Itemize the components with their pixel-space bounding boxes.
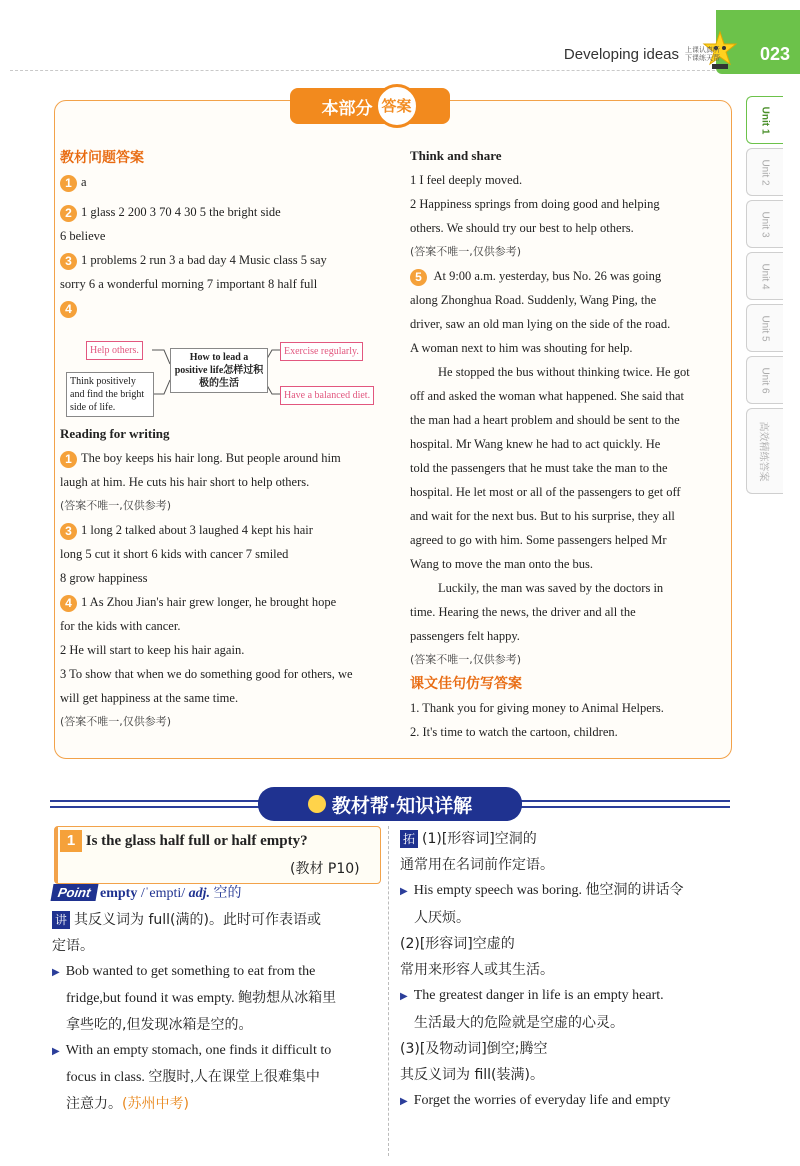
mind-map (60, 336, 390, 420)
example-2-source: (苏州中考) (122, 1096, 189, 1112)
triangle-bullet-icon: ▶ (400, 1096, 408, 1107)
answer-q5 (410, 264, 722, 288)
triangle-bullet-icon: ▶ (52, 1046, 60, 1057)
sense-1-title: (1)[形容词]空洞的 (422, 831, 537, 847)
ts-answer-2-line2: others. We should try our best to help others. (410, 221, 634, 235)
mind-map-left-bottom: Think positively and find the bright side of life. (66, 372, 154, 417)
answers-left-column (60, 146, 390, 320)
num-badge-5: 5 (410, 269, 427, 286)
sense-2-example-line1: The greatest danger in life is an empty heart. (413, 988, 664, 1003)
rw1-line1: The boy keeps his hair long. But people around him (81, 451, 341, 465)
sense-3-example (400, 1088, 730, 1115)
answer-q2-line2: 6 believe (60, 229, 106, 243)
rw1-line2: laugh at him. He cuts his hair short to help others. (60, 475, 310, 489)
side-tab-label: Unit 4 (759, 262, 771, 290)
p2-line: off and asked the woman what happened. She said that (410, 389, 684, 403)
q5-line: At 9:00 a.m. yesterday, bus No. 26 was going (433, 269, 662, 283)
example-2-line3-text: 注意力。 (66, 1096, 122, 1112)
answer-q2 (60, 200, 390, 224)
side-tab-unit-1[interactable] (746, 96, 783, 144)
knowledge-banner-text: 教材帮·知识详解 (331, 794, 473, 817)
sense-2-example-line2: 生活最大的危险就是空虚的心灵。 (414, 1015, 624, 1031)
ts-answer-2-line1: 2 Happiness springs from doing good and helping (410, 197, 660, 211)
imitation-answer-2: 2. It's time to watch the cartoon, children. (410, 725, 618, 739)
header-slogan-line2: 下课练天帮 (685, 54, 720, 62)
answers-right-column (410, 144, 722, 744)
answer-q2-line1: 1 glass 2 200 3 70 4 30 5 the bright side (81, 205, 281, 219)
p3-line: Luckily, the man was saved by the doctors in (438, 581, 664, 595)
rw4-line1: 1 As Zhou Jian's hair grew longer, he brought hope (81, 595, 337, 609)
rw-answer-4 (60, 590, 390, 614)
side-tab-label: Unit 3 (759, 210, 771, 238)
question-ref: (教材 P10) (290, 861, 360, 877)
num-badge-rw4: 4 (60, 595, 77, 612)
answer-q1-text: a (81, 175, 87, 189)
sense-1-example-line2: 人厌烦。 (414, 910, 470, 926)
mind-map-center: How to lead a positive life怎样过积极的生活 (170, 348, 268, 393)
sense-2-title: (2)[形容词]空虚的 (400, 936, 515, 952)
sense-3-example-line1: Forget the worries of everyday life and empty (413, 1093, 671, 1108)
answer-note: (答案不唯一,仅供参考) (410, 653, 522, 666)
triangle-bullet-icon: ▶ (400, 886, 408, 897)
headword: empty (100, 886, 138, 901)
q5-line: driver, saw an old man lying on the side of the road. (410, 317, 671, 331)
rw3-line3: 8 grow happiness (60, 571, 148, 585)
side-tab-label: Unit 6 (759, 366, 771, 394)
sense-1-example (400, 878, 730, 905)
rw3-line1: 1 long 2 talked about 3 laughed 4 kept his hair (81, 523, 313, 537)
knowledge-right-column (400, 826, 730, 1115)
example-1-line2: fridge,but found it was empty. 鲍勃想从冰箱里 (66, 991, 337, 1006)
sense-1-title-line (400, 826, 730, 852)
question-text: Is the glass half full or half empty? (85, 833, 308, 849)
page-number: 023 (759, 44, 790, 64)
point-line (52, 880, 380, 907)
ts-answer-1: 1 I feel deeply moved. (410, 173, 523, 187)
point-label: Point (51, 884, 98, 901)
side-tab-label: 高效精练答案 (757, 421, 769, 481)
jiang-tag-icon: 讲 (52, 911, 70, 929)
mind-map-right-top: Exercise regularly. (280, 342, 363, 361)
p3-line: passengers felt happy. (410, 629, 520, 643)
answer-section-badge (290, 88, 450, 124)
answer-q3-line1: 1 problems 2 run 3 a bad day 4 Music class 5 say (81, 253, 327, 267)
reading-for-writing (60, 422, 390, 734)
part-of-speech: adj. (188, 886, 211, 901)
column-divider (388, 826, 389, 1156)
knowledge-banner (258, 787, 522, 821)
textbook-answers-title: 教材问题答案 (60, 150, 144, 166)
answer-note: (答案不唯一,仅供参考) (60, 715, 172, 728)
num-badge-rw3: 3 (60, 523, 77, 540)
side-tab-label: Unit 1 (759, 106, 771, 134)
rw4-line3: 2 He will start to keep his hair again. (60, 643, 245, 657)
header-title (564, 46, 720, 63)
rw4-line4: 3 To show that when we do something good for others, we (60, 667, 353, 681)
question-number: 1 (60, 830, 82, 852)
triangle-bullet-icon: ▶ (52, 967, 60, 978)
example-2-line1: With an empty stomach, one finds it difficult to (65, 1043, 332, 1058)
imitation-answer-1: 1. Thank you for giving money to Animal Helpers. (410, 701, 664, 715)
phonetic: /ˈempti/ (140, 886, 186, 901)
rw3-line2: long 5 cut it short 6 kids with cancer 7 smiled (60, 547, 289, 561)
p2-line: hospital. He let most or all of the passengers to get off (410, 485, 681, 499)
side-tab-unit-5[interactable] (746, 304, 783, 352)
badge-text: 本部分 (321, 98, 373, 119)
example-2-line3 (52, 1091, 380, 1117)
p2-line: and wait for the next bus. But to his surprise, they all (410, 509, 675, 523)
mind-map-right-bottom: Have a balanced diet. (280, 386, 374, 405)
headword-meaning: 空的 (213, 885, 242, 901)
q5-line: A woman next to him was shouting for help. (410, 341, 633, 355)
num-badge-1: 1 (60, 175, 77, 192)
explanation-line1 (52, 907, 380, 933)
sense-2-example (400, 983, 730, 1010)
explanation-text: 其反义词为 full(满的)。此时可作表语或 (74, 912, 321, 928)
p2-line: Wang to move the man onto the bus. (410, 557, 593, 571)
answer-note: (答案不唯一,仅供参考) (60, 499, 172, 512)
header-slogan (685, 47, 720, 63)
num-badge-3: 3 (60, 253, 77, 270)
answer-q1 (60, 170, 390, 194)
question-line (60, 830, 372, 852)
answer-q3 (60, 248, 390, 272)
num-badge-rw1: 1 (60, 451, 77, 468)
rw4-line2: for the kids with cancer. (60, 619, 181, 633)
p2-line: agreed to go with him. Some passengers helped Mr (410, 533, 667, 547)
rw4-line5: will get happiness at the same time. (60, 691, 239, 705)
num-badge-2: 2 (60, 205, 77, 222)
side-tab-unit-6[interactable] (746, 356, 783, 404)
knowledge-left-column (52, 880, 380, 1117)
sense-1-example-line1: His empty speech was boring. 他空洞的讲话令 (413, 883, 684, 898)
example-2-line2: focus in class. 空腹时,人在课堂上很难集中 (66, 1070, 320, 1085)
example-1 (52, 959, 380, 986)
q5-line: along Zhonghua Road. Suddenly, Wang Ping, the (410, 293, 657, 307)
answer-note: (答案不唯一,仅供参考) (410, 245, 522, 258)
side-tab-answers[interactable] (746, 408, 783, 494)
example-1-line3: 拿些吃的,但发现冰箱是空的。 (66, 1017, 253, 1033)
example-1-line1: Bob wanted to get something to eat from the (65, 964, 316, 979)
header-divider (10, 70, 720, 71)
num-badge-4: 4 (60, 301, 77, 318)
sense-2-desc: 常用来形容人或其生活。 (400, 962, 554, 978)
side-tab-unit-2[interactable] (746, 148, 783, 196)
p2-line: He stopped the bus without thinking twice. He got (438, 365, 690, 379)
side-tab-unit-4[interactable] (746, 252, 783, 300)
badge-circle-text: 答案 (375, 84, 419, 128)
sense-3-title: (3)[及物动词]倒空;腾空 (400, 1041, 548, 1057)
triangle-bullet-icon: ▶ (400, 991, 408, 1002)
answer-q4 (60, 296, 390, 320)
rw-answer-1 (60, 446, 390, 470)
side-tab-label: Unit 2 (759, 158, 771, 186)
imitation-title: 课文佳句仿写答案 (410, 676, 522, 692)
answer-q3-line2: sorry 6 a wonderful morning 7 important 8 half full (60, 277, 318, 291)
sense-1-desc: 通常用在名词前作定语。 (400, 857, 554, 873)
p2-line: hospital. Mr Wang knew he had to act quickly. He (410, 437, 661, 451)
side-tab-unit-3[interactable] (746, 200, 783, 248)
side-tab-label: Unit 5 (759, 314, 771, 342)
header-title-text: Developing ideas (563, 46, 679, 63)
header-slogan-line1: 上课认真听 (685, 46, 720, 54)
think-share-title: Think and share (410, 148, 502, 163)
p2-line: told the passengers that he must take the man to the (410, 461, 668, 475)
example-2 (52, 1038, 380, 1065)
sense-3-desc: 其反义词为 fill(装满)。 (400, 1067, 544, 1083)
lightbulb-icon (308, 795, 326, 813)
reading-title: Reading for writing (60, 426, 170, 441)
p3-line: time. Hearing the news, the driver and all the (410, 605, 636, 619)
rw-answer-3 (60, 518, 390, 542)
tuo-tag-icon: 拓 (400, 830, 418, 848)
explanation-line2: 定语。 (52, 938, 94, 954)
mind-map-left-top: Help others. (86, 341, 143, 360)
p2-line: the man had a heart problem and should be sent to the (410, 413, 680, 427)
